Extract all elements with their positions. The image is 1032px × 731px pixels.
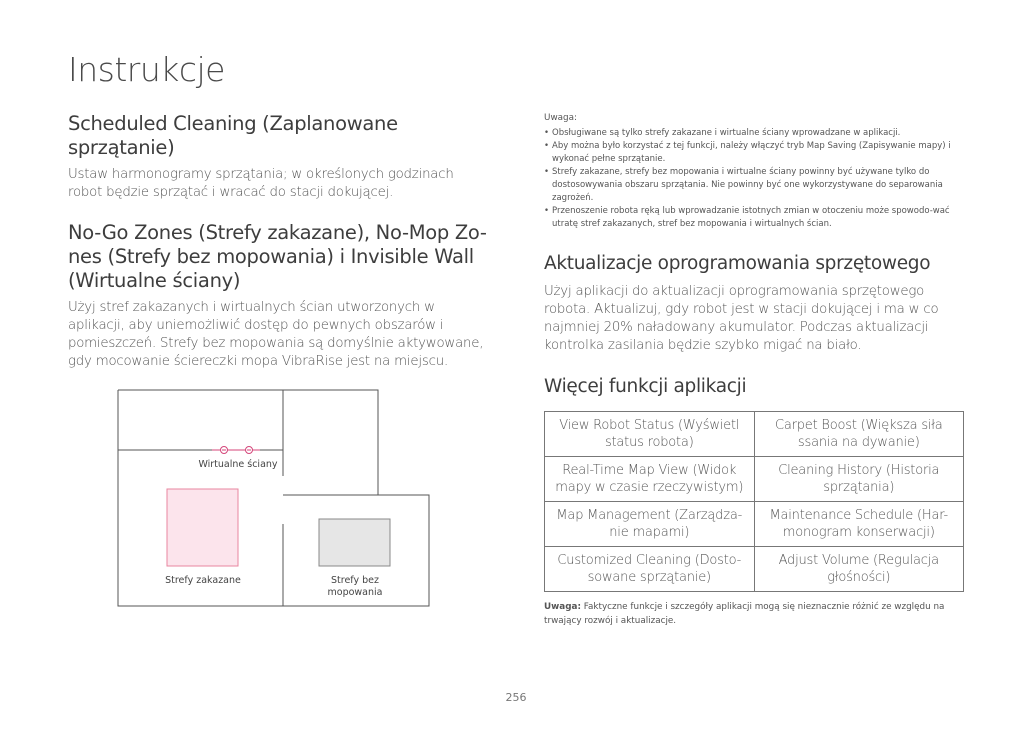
label-virtual-walls: Wirtualne ściany [198, 459, 278, 470]
firmware-body: Użyj aplikacji do aktualizacji oprogramowania sprzętowego robota. Aktualizuj, gdy robot jest w stacji dokującej i ma w co najmniej 20% naładowany akumulator. Podczas aktualizacji kontrolka zasilania będzie szybko migać na biało. [544, 284, 939, 353]
wall-top [118, 390, 378, 495]
footnote-text: Faktyczne funkcje i szczegóły aplikacji mogą się nieznacznie różnić ze względu na trwający rozwój i aktualizacje. [544, 602, 945, 626]
table-cell: Maintenance Schedule (Har-monogram konserwacji) [754, 502, 963, 547]
note-item: • Strefy zakazane, strefy bez mopowania i wirtualne ściany powinny być używane tylko do dostosowywania obszaru sprzątania. Nie powinny być one wykorzystywane do separowania zagrożeń. [544, 166, 966, 205]
no-mop-zone [319, 519, 390, 566]
no-go-zone [167, 489, 238, 566]
notes-list [544, 127, 966, 231]
right-column [544, 112, 966, 628]
table-cell: Cleaning History (Historia sprzątania) [754, 457, 963, 502]
scheduled-heading: Scheduled Cleaning (Zaplanowane sprzątanie) [68, 112, 398, 159]
wall-inner-right [260, 390, 283, 450]
page-title: Instrukcje [68, 50, 225, 89]
table-cell: Customized Cleaning (Dosto-sowane sprzątanie) [545, 547, 755, 592]
footnote-label: Uwaga: [544, 602, 581, 612]
notes-block [544, 112, 966, 231]
table-row [545, 412, 964, 457]
table-cell: Real-Time Map View (Widok mapy w czasie rzeczywistym) [545, 457, 755, 502]
firmware-heading: Aktualizacje oprogramowania sprzętowego [544, 253, 931, 274]
notes-label: Uwaga: [544, 113, 577, 123]
features-table [544, 411, 964, 592]
note-item: • Przenoszenie robota ręką lub wprowadzanie istotnych zmian w otoczeniu może spowodo-wać utratę stref zakazanych, stref bez mopowania i wirtualnych ścian. [544, 205, 966, 231]
table-cell: Map Management (Zarządza-nie mapami) [545, 502, 755, 547]
table-cell: Carpet Boost (Większa siła ssania na dywanie) [754, 412, 963, 457]
zones-heading: No-Go Zones (Strefy zakazane), No-Mop Zo-nes (Strefy bez mopowania) i Invisible Wall (Wirtualne ściany) [68, 221, 487, 292]
scheduled-body: Ustaw harmonogramy sprzątania; w określonych godzinach robot będzie sprzątać i wracać do stacji dokującej. [68, 167, 454, 200]
label-no-mop-zones: Strefy bez mopowania [327, 575, 383, 598]
left-column [68, 112, 488, 371]
table-cell: Adjust Volume (Regulacja głośności) [754, 547, 963, 592]
zones-body: Użyj stref zakazanych i wirtualnych ścian utworzonych w aplikacji, aby uniemożliwić dostęp do pewnych obszarów i pomieszczeń. Strefy bez mopowania są domyślnie aktywowane, gdy mocowanie ściereczki mopa VibraRise jest na miejscu. [68, 300, 484, 369]
note-item: • Aby można było korzystać z tej funkcji, należy włączyć tryb Map Saving (Zapisywanie mapy) i wykonać pełne sprzątanie. [544, 140, 966, 166]
page-number: 256 [505, 691, 527, 704]
table-cell: View Robot Status (Wyświetl status robota) [545, 412, 755, 457]
table-row [545, 502, 964, 547]
features-footnote [544, 600, 966, 628]
table-row [545, 457, 964, 502]
label-no-go-zones: Strefy zakazane [165, 575, 241, 586]
more-features-heading: Więcej funkcji aplikacji [544, 376, 747, 397]
note-item: • Obsługiwane są tylko strefy zakazane i wirtualne ściany wprowadzane w aplikacji. [544, 127, 966, 140]
zones-diagram [117, 388, 431, 610]
table-row [545, 547, 964, 592]
